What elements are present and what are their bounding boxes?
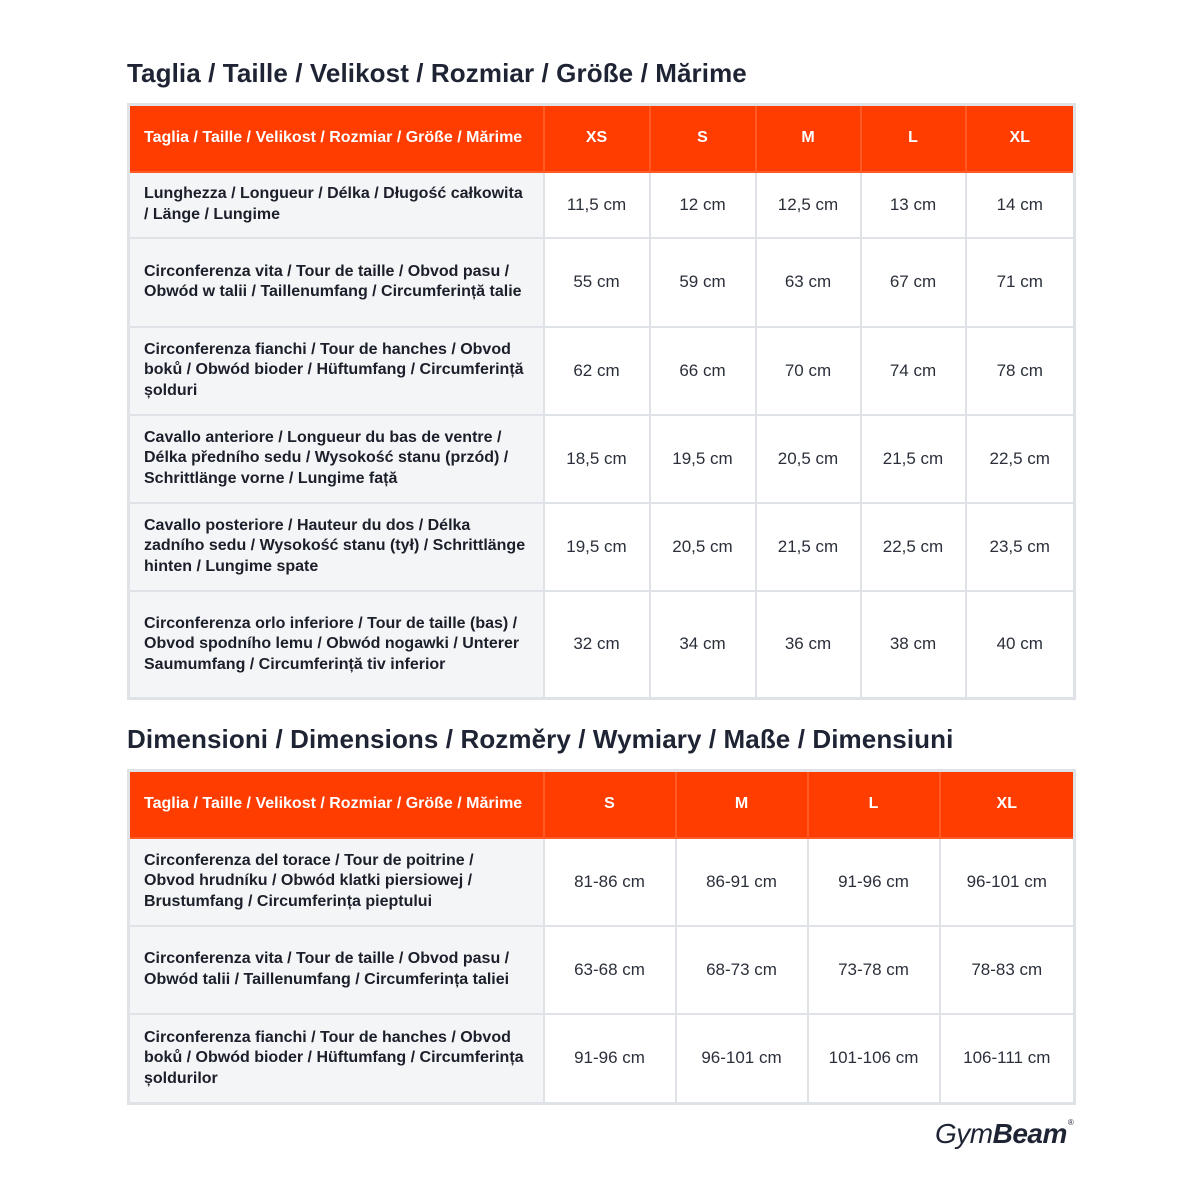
measurement-value: 55 cm <box>544 238 650 327</box>
measurement-label: Circonferenza del torace / Tour de poitrine / Obvod hrudníku / Obwód klatki piersiowej / Brustumfang / Circumferința pieptului <box>129 838 544 926</box>
table-row <box>129 415 1075 503</box>
measurement-value: 91-96 cm <box>808 838 940 926</box>
measurement-label: Circonferenza vita / Tour de taille / Obvod pasu / Obwód w talii / Taillenumfang / Circumferință talie <box>129 238 544 327</box>
measurement-value: 68-73 cm <box>676 926 808 1014</box>
measurement-value: 73-78 cm <box>808 926 940 1014</box>
measurement-label: Circonferenza fianchi / Tour de hanches / Obvod boků / Obwód bioder / Hüftumfang / Circumferință șolduri <box>129 327 544 415</box>
size-column-header: XL <box>940 771 1075 838</box>
measurement-value: 78-83 cm <box>940 926 1075 1014</box>
measurement-value: 96-101 cm <box>940 838 1075 926</box>
measurement-value: 19,5 cm <box>544 503 650 591</box>
size-column-header: L <box>861 105 966 172</box>
measurement-value: 14 cm <box>966 172 1075 238</box>
measurement-value: 59 cm <box>650 238 756 327</box>
measurement-value: 38 cm <box>861 591 966 699</box>
measurement-value: 12 cm <box>650 172 756 238</box>
measurement-value: 74 cm <box>861 327 966 415</box>
dimensions-title: Dimensioni / Dimensions / Rozměry / Wymiary / Maße / Dimensiuni <box>127 724 954 754</box>
size-column-header: M <box>756 105 861 172</box>
measurement-value: 86-91 cm <box>676 838 808 926</box>
measurement-value: 91-96 cm <box>544 1014 676 1104</box>
measurement-value: 19,5 cm <box>650 415 756 503</box>
measurement-value: 34 cm <box>650 591 756 699</box>
size-column-header: L <box>808 771 940 838</box>
size-column-header-label: Taglia / Taille / Velikost / Rozmiar / Größe / Mărime <box>129 771 544 838</box>
measurement-value: 81-86 cm <box>544 838 676 926</box>
measurement-value: 20,5 cm <box>650 503 756 591</box>
measurement-label: Circonferenza fianchi / Tour de hanches / Obvod boků / Obwód bioder / Hüftumfang / Circumferința șoldurilor <box>129 1014 544 1104</box>
measurement-label: Cavallo anteriore / Longueur du bas de ventre / Délka předního sedu / Wysokość stanu (przód) / Schrittlänge vorne / Lungime față <box>129 415 544 503</box>
logo-beam-text: Beam <box>992 1118 1067 1149</box>
measurement-label: Lunghezza / Longueur / Délka / Długość całkowita / Länge / Lungime <box>129 172 544 238</box>
dimensions-table <box>127 769 1076 1105</box>
table-row <box>129 591 1075 699</box>
table-header-row <box>129 771 1075 838</box>
measurement-value: 67 cm <box>861 238 966 327</box>
measurement-label: Circonferenza vita / Tour de taille / Obvod pasu / Obwód talii / Taillenumfang / Circumferința taliei <box>129 926 544 1014</box>
size-column-header-label: Taglia / Taille / Velikost / Rozmiar / Größe / Mărime <box>129 105 544 172</box>
measurement-value: 63 cm <box>756 238 861 327</box>
size-chart-title: Taglia / Taille / Velikost / Rozmiar / Größe / Mărime <box>127 58 747 88</box>
size-column-header: S <box>650 105 756 172</box>
measurement-value: 21,5 cm <box>756 503 861 591</box>
measurement-value: 32 cm <box>544 591 650 699</box>
measurement-value: 62 cm <box>544 327 650 415</box>
table-header-row <box>129 105 1075 172</box>
measurement-value: 18,5 cm <box>544 415 650 503</box>
measurement-value: 22,5 cm <box>861 503 966 591</box>
measurement-value: 40 cm <box>966 591 1075 699</box>
registered-mark-icon: ® <box>1067 1118 1074 1127</box>
table-row <box>129 926 1075 1014</box>
measurement-value: 21,5 cm <box>861 415 966 503</box>
measurement-value: 70 cm <box>756 327 861 415</box>
measurement-value: 78 cm <box>966 327 1075 415</box>
measurement-value: 71 cm <box>966 238 1075 327</box>
measurement-value: 11,5 cm <box>544 172 650 238</box>
size-column-header: XL <box>966 105 1075 172</box>
table-row <box>129 503 1075 591</box>
measurement-value: 66 cm <box>650 327 756 415</box>
measurement-value: 22,5 cm <box>966 415 1075 503</box>
table-row <box>129 327 1075 415</box>
table-row <box>129 238 1075 327</box>
measurement-value: 63-68 cm <box>544 926 676 1014</box>
table-row <box>129 172 1075 238</box>
measurement-label: Cavallo posteriore / Hauteur du dos / Délka zadního sedu / Wysokość stanu (tył) / Schrittlänge hinten / Lungime spate <box>129 503 544 591</box>
size-column-header: M <box>676 771 808 838</box>
measurement-value: 106-111 cm <box>940 1014 1075 1104</box>
measurement-value: 36 cm <box>756 591 861 699</box>
measurement-value: 20,5 cm <box>756 415 861 503</box>
measurement-value: 23,5 cm <box>966 503 1075 591</box>
size-chart-table <box>127 103 1076 700</box>
measurement-value: 12,5 cm <box>756 172 861 238</box>
size-column-header: XS <box>544 105 650 172</box>
table-row <box>129 838 1075 926</box>
logo-gym-text: Gym <box>935 1118 993 1149</box>
measurement-value: 101-106 cm <box>808 1014 940 1104</box>
measurement-label: Circonferenza orlo inferiore / Tour de taille (bas) / Obvod spodního lemu / Obwód nogawki / Unterer Saumumfang / Circumferință tiv inferior <box>129 591 544 699</box>
table-row <box>129 1014 1075 1104</box>
measurement-value: 96-101 cm <box>676 1014 808 1104</box>
measurement-value: 13 cm <box>861 172 966 238</box>
size-column-header: S <box>544 771 676 838</box>
gymbeam-logo <box>935 1118 1073 1150</box>
